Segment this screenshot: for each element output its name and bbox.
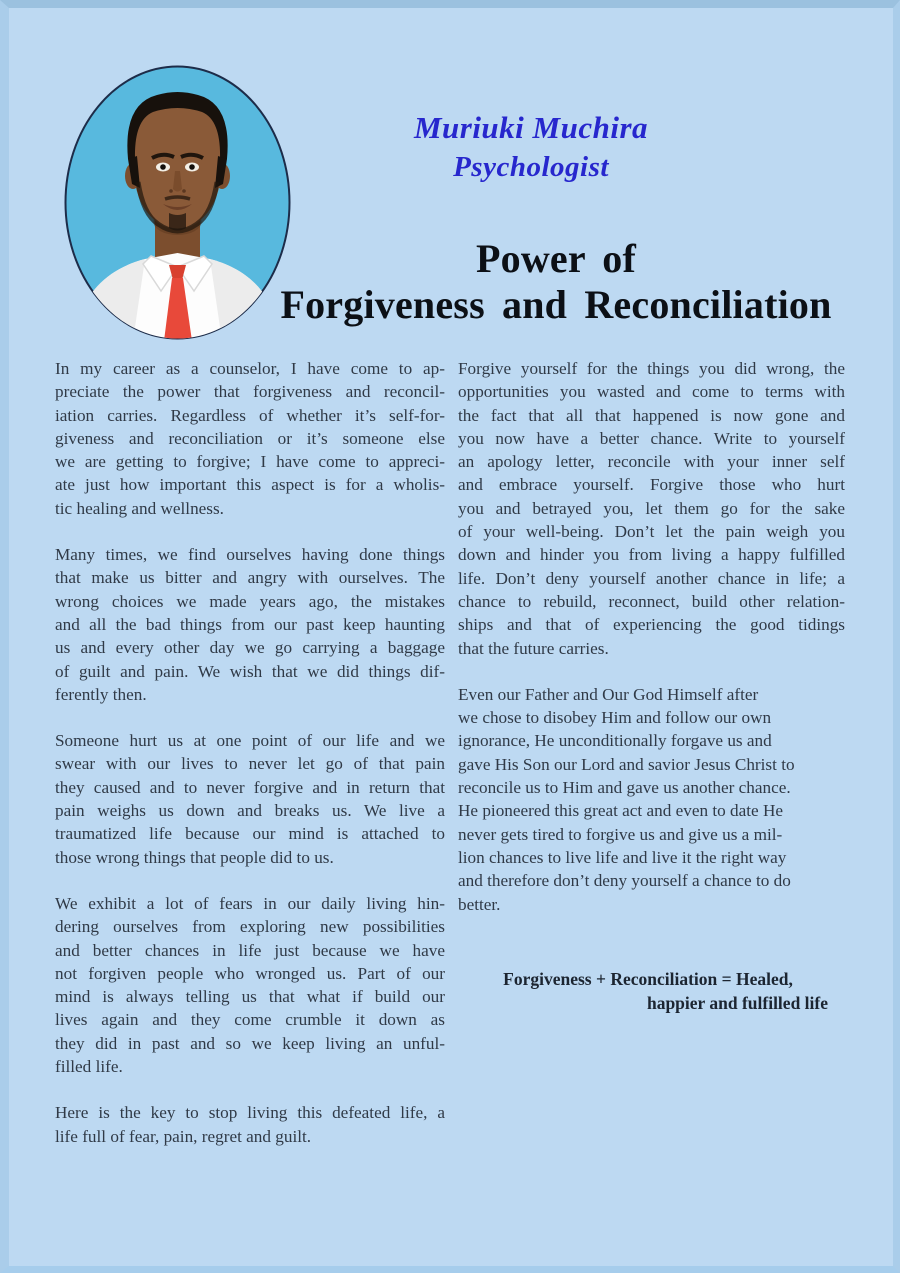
- conclusion-line1: Forgiveness + Reconciliation = Healed,: [503, 969, 793, 989]
- author-title: Psychologist: [453, 151, 609, 183]
- paragraph-line: Someone hurt us at one point of our life and we: [55, 731, 445, 751]
- paragraph-line: Here is the key to stop living this defeated life, a: [55, 1103, 445, 1123]
- paragraph-line: Many times, we find ourselves having done things: [55, 545, 445, 565]
- paragraph-line: ate just how important this aspect is for a wholis-: [55, 475, 445, 495]
- paragraph-line: We exhibit a lot of fears in our daily living hin-: [55, 893, 445, 913]
- paragraph: [55, 357, 445, 520]
- title-line1: Power of: [475, 236, 637, 281]
- author-name: Muriuki Muchira: [413, 110, 649, 145]
- paragraph-line: we chose to disobey Him and follow our own: [458, 708, 772, 728]
- paragraph-line: iation carries. Regardless of whether it’s self-for-: [55, 405, 445, 425]
- paragraph-line: not forgiven people who wronged us. Part of our: [55, 963, 445, 983]
- paragraph-line: Forgive yourself for the things you did wrong, the: [458, 359, 845, 378]
- paragraph-line: they caused and to never forgive and in return that: [55, 777, 445, 797]
- paragraph: [55, 543, 445, 706]
- paragraph-line: down and hinder you from living a happy fulfilled: [458, 545, 845, 565]
- paragraph-line: lion chances to live life and live it the right way: [458, 847, 787, 867]
- paragraph-line: and better chances in life just because we have: [55, 940, 445, 960]
- paragraph-line: giveness and reconciliation or it’s someone else: [55, 428, 445, 448]
- paragraph-line: chance to rebuild, reconnect, build other relation-: [458, 591, 845, 611]
- paragraph-line: In my career as a counselor, I have come to ap-: [55, 359, 445, 378]
- paragraph-line: and embrace yourself. Forgive those who hurt: [458, 475, 845, 495]
- right-column: [458, 357, 845, 939]
- paragraph-line: Even our Father and Our God Himself after: [458, 684, 759, 704]
- paragraph-line: ignorance, He unconditionally forgave us and: [458, 731, 772, 751]
- paragraph-line: pain weighs us down and breaks us. We live a: [55, 801, 445, 821]
- page-title: [267, 236, 845, 328]
- paragraph-line: wrong choices we made years ago, the mistakes: [55, 591, 445, 611]
- paragraph-line: better.: [458, 894, 501, 914]
- paragraph-line: you and betrayed you, let them go for the sake: [458, 498, 845, 518]
- conclusion-line2: happier and fulfilled life: [646, 993, 828, 1013]
- conclusion-statement: [462, 967, 834, 1015]
- author-portrait-photo: [63, 64, 292, 341]
- paragraph-line: an apology letter, reconcile with your inner self: [458, 452, 845, 472]
- paragraph-line: opportunities you wasted and come to terms with: [458, 382, 845, 402]
- paragraph-line: and all the bad things from our past keep haunting: [55, 614, 445, 634]
- paragraph-line: ferently then.: [55, 684, 147, 704]
- paragraph-line: you now have a better chance. Write to yourself: [458, 428, 845, 448]
- paragraph-line: us and every other day we go carrying a baggage: [55, 638, 445, 658]
- paragraph-line: preciate the power that forgiveness and reconcil-: [55, 382, 445, 402]
- paragraph: [458, 357, 845, 660]
- paragraph-line: the fact that all that happened is now gone and: [458, 405, 845, 425]
- paragraph: [458, 683, 845, 916]
- paragraph: [55, 892, 445, 1078]
- paragraph-line: we are getting to forgive; I have come to appreci-: [55, 452, 445, 472]
- paragraph-line: those wrong things that people did to us.: [55, 847, 334, 867]
- paragraph-line: and therefore don’t deny yourself a chance to do: [458, 871, 791, 891]
- paragraph-line: they did in past and so we keep living an unful-: [55, 1033, 445, 1053]
- paragraph-line: of your well-being. Don’t let the pain weigh you: [458, 522, 845, 542]
- paragraph-line: life full of fear, pain, regret and guilt.: [55, 1126, 312, 1146]
- paragraph-line: life. Don’t deny yourself another chance in life; a: [458, 568, 845, 588]
- author-block: [381, 108, 681, 186]
- paragraph-line: filled life.: [55, 1057, 123, 1077]
- paragraph-line: never gets tired to forgive us and give us a mil-: [458, 824, 783, 844]
- paragraph-line: reconcile us to Him and gave us another chance.: [458, 778, 791, 798]
- paragraph-line: that the future carries.: [458, 638, 609, 658]
- paragraph-line: lives again and they come crumble it down as: [55, 1010, 445, 1030]
- paragraph-line: dering ourselves from exploring new possibilities: [55, 917, 445, 937]
- paragraph-line: gave His Son our Lord and savior Jesus Christ to: [458, 754, 795, 774]
- paragraph-line: mind is always telling us that what if build our: [55, 987, 445, 1007]
- paragraph-line: ships and that of experiencing the good tidings: [458, 615, 845, 635]
- title-line2: Forgiveness and Reconciliation: [280, 282, 832, 327]
- paragraph-line: that make us bitter and angry with ourselves. The: [55, 568, 445, 588]
- paragraph-line: traumatized life because our mind is attached to: [55, 824, 445, 844]
- paragraph-line: swear with our lives to never let go of that pain: [55, 754, 445, 774]
- left-column: [55, 357, 445, 1171]
- paragraph-line: of guilt and pain. We wish that we did things dif-: [55, 661, 445, 681]
- paragraph: [55, 1101, 445, 1148]
- paragraph: [55, 729, 445, 869]
- paragraph-line: tic healing and wellness.: [55, 498, 224, 518]
- paragraph-line: He pioneered this great act and even to date He: [458, 801, 783, 821]
